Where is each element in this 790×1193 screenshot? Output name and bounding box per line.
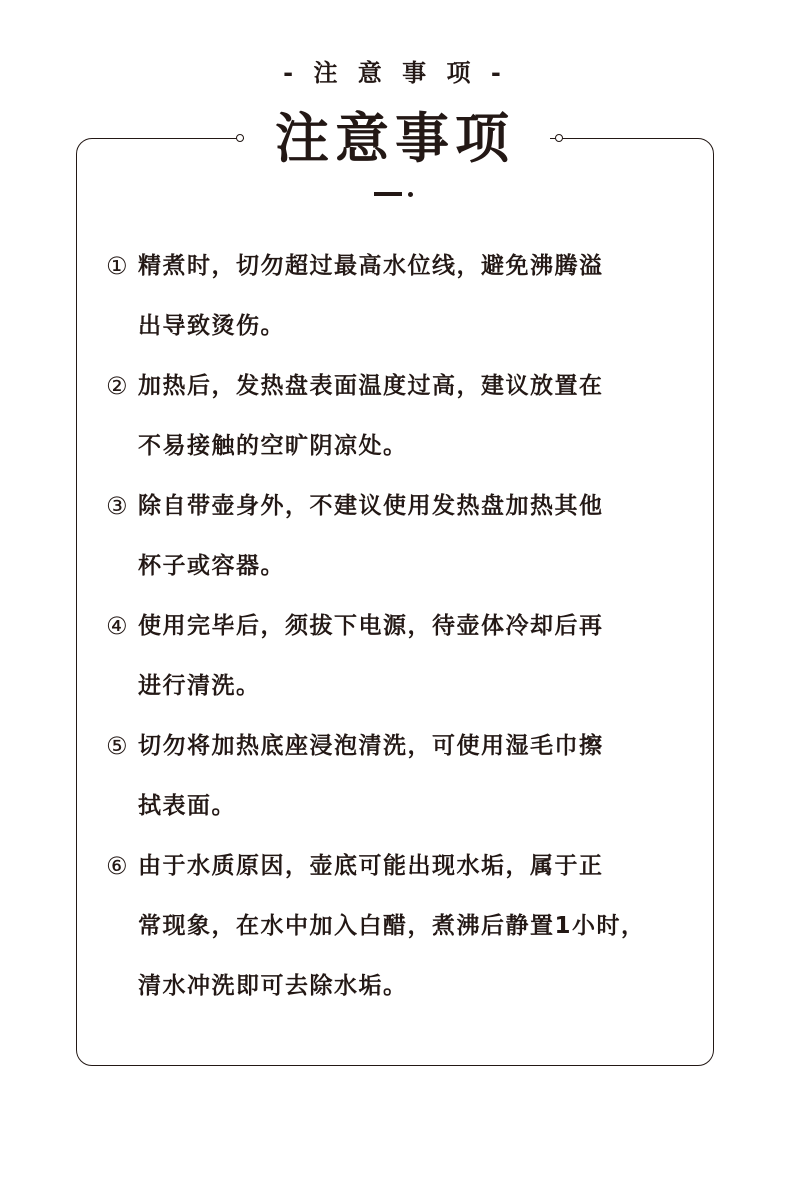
item-text-line: 切勿将加热底座浸泡清洗，可使用湿毛巾擦 [138,733,604,759]
list-item [106,596,696,716]
item-text-line: 杯子或容器。 [138,553,285,579]
item-text-line: 不易接触的空旷阴凉处。 [138,433,408,459]
list-item [106,476,696,596]
item-text-line: 清水冲洗即可去除水垢。 [138,973,408,999]
item-number: ③ [106,492,130,520]
notice-list [106,236,696,1016]
item-text-line: 拭表面。 [138,793,236,819]
item-text-line: 出导致烫伤。 [138,313,285,339]
item-text-line: 常现象，在水中加入白醋，煮沸后静置1小时， [138,913,646,939]
list-item [106,356,696,476]
item-text-line: 由于水质原因，壶底可能出现水垢，属于正 [138,853,604,879]
item-number: ⑤ [106,732,130,760]
item-number: ① [106,252,130,280]
list-item [106,836,696,1016]
item-number: ② [106,372,130,400]
title-underline-dot [408,192,413,197]
item-text-line: 加热后，发热盘表面温度过高，建议放置在 [138,373,604,399]
item-text-line: 使用完毕后，须拔下电源，待壶体冷却后再 [138,613,604,639]
item-number: ④ [106,612,130,640]
item-text-line: 精煮时，切勿超过最高水位线，避免沸腾溢 [138,253,604,279]
section-subtitle: - 注 意 事 项 - [283,59,507,87]
page-title: 注意事项 [275,107,515,170]
title-underline [374,192,402,196]
list-item [106,716,696,836]
list-item [106,236,696,356]
item-number: ⑥ [106,852,130,880]
item-text-line: 进行清洗。 [138,673,261,699]
item-text-line: 除自带壶身外，不建议使用发热盘加热其他 [138,493,604,519]
